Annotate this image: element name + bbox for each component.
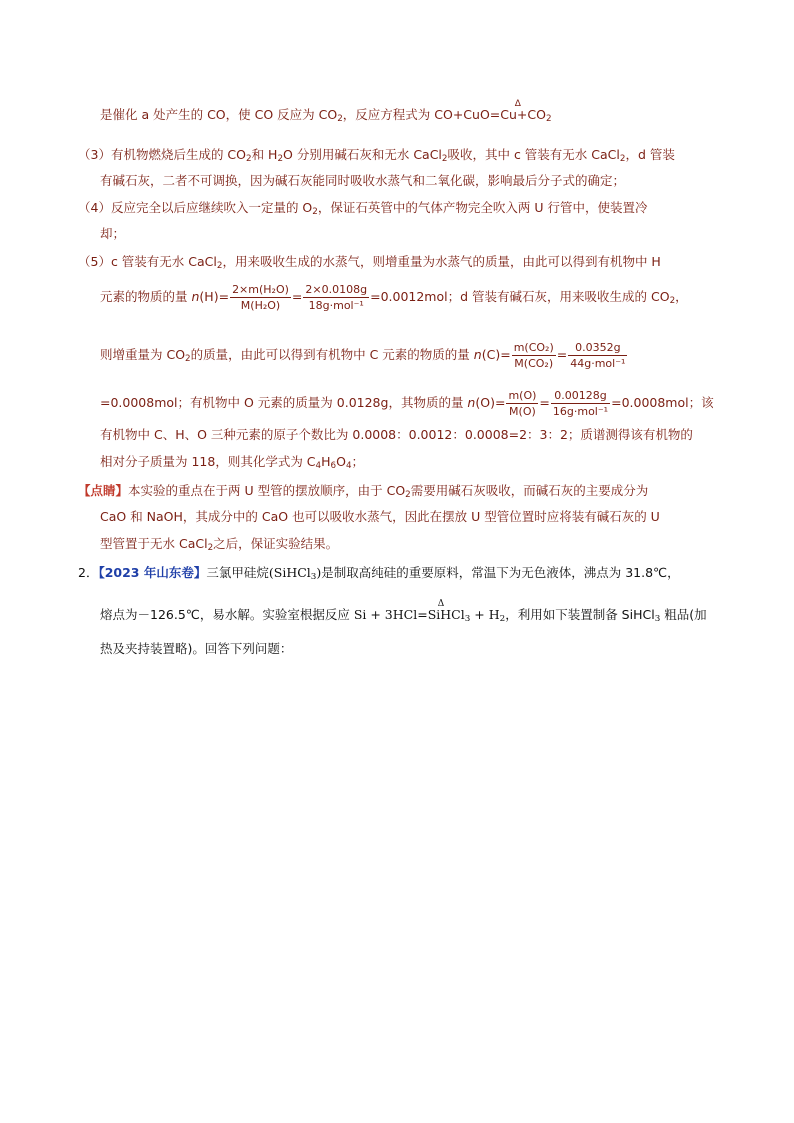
text: 熔点为－126.5℃，易水解。实验室根据反应 — [100, 607, 354, 622]
formula: ) — [316, 565, 322, 580]
text: =0.0008mol；有机物中 O 元素的质量为 0.0128g，其物质的量 — [100, 395, 468, 410]
text: 和 H — [251, 147, 278, 162]
text: =0.0008mol；该 — [611, 395, 714, 410]
text: 三氯甲硅烷 — [206, 565, 269, 580]
equation-condition — [417, 599, 465, 624]
text: O — [336, 454, 346, 469]
fraction-h-values — [303, 283, 369, 312]
answer-4-line2: 却； — [100, 226, 126, 241]
text: O 分别用碱石灰和无水 CaCl — [283, 147, 442, 162]
subscript: 2 — [669, 296, 676, 307]
subscript: 4 — [315, 461, 322, 472]
fraction-o-values — [551, 389, 610, 418]
fraction-c-formula — [512, 341, 556, 370]
formula: (SiHCl — [268, 565, 311, 580]
subscript: 3 — [310, 572, 317, 583]
numerator: 2×0.0108g — [305, 283, 368, 296]
fraction-c-values — [568, 341, 627, 370]
question-2-line1 — [78, 564, 680, 582]
answer-3-line1 — [78, 146, 675, 164]
numerator: 2×m(H₂O) — [232, 283, 289, 296]
numerator: 0.0352g — [568, 341, 627, 356]
text: = — [556, 347, 568, 362]
text: ，用来吸收生成的水蒸气，则增重量为水蒸气的质量，由此可以得到有机物中 H — [222, 254, 661, 269]
text: 本实验的重点在于两 U 型管的摆放顺序，由于 CO — [128, 483, 406, 498]
answer-5-line4 — [100, 389, 714, 418]
answer-5-line6 — [100, 453, 364, 471]
text: 的质量，由此可以得到有机物中 C 元素的物质的量 — [190, 347, 474, 362]
subscript: 2 — [337, 114, 343, 125]
numerator: m(CO₂) — [513, 341, 554, 354]
formula: Si + 3HCl — [353, 607, 418, 622]
formula: + H — [470, 607, 500, 622]
text: =Cu+CO — [489, 107, 546, 122]
text: 粗品(加 — [660, 607, 707, 622]
numerator: 0.00128g — [551, 389, 610, 404]
subscript: 2 — [405, 490, 411, 501]
text: ，反应方程式为 CO+CuO — [342, 107, 490, 122]
text: 需要用碱石灰吸收，而碱石灰的主要成分为 — [410, 483, 649, 498]
text: （4）反应完全以后应继续吹入一定量的 O — [78, 200, 313, 215]
subscript: 3 — [654, 614, 661, 625]
text: 则增重量为 CO — [100, 347, 186, 362]
comment-tag: 【点睛】 — [78, 483, 129, 498]
text: 相对分子质量为 118，则其化学式为 C — [100, 454, 316, 469]
subscript: 2 — [499, 614, 506, 625]
subscript: 3 — [464, 614, 471, 625]
numerator: m(O) — [508, 389, 537, 402]
fraction-h-formula — [230, 283, 291, 312]
text: 之后，保证实验结果。 — [213, 536, 339, 551]
denominator: M(H₂O) — [240, 299, 281, 312]
text: 型管置于无水 CaCl — [100, 536, 208, 551]
text: 是制取高纯硅的重要原料，常温下为无色液体，沸点为 31.8℃， — [321, 565, 680, 580]
text: 是催化 a 处产生的 CO，使 CO 反应为 CO — [100, 107, 338, 122]
source-tag: 【2023 年山东卷】 — [98, 565, 207, 580]
text: n — [467, 395, 476, 410]
text: (C)= — [481, 347, 511, 362]
subscript: 6 — [330, 461, 337, 472]
subscript: 2 — [619, 154, 626, 165]
text: 元素的物质的量 — [100, 289, 192, 304]
denominator: 18g·mol⁻¹ — [308, 299, 364, 312]
text: ，d 管装 — [625, 147, 675, 162]
denominator: M(O) — [509, 405, 536, 418]
text: = — [291, 289, 303, 304]
denominator: M(CO₂) — [514, 357, 554, 370]
subscript: 2 — [216, 261, 223, 272]
equation-condition — [489, 99, 546, 124]
text: (H)= — [199, 289, 230, 304]
text: n — [191, 289, 200, 304]
text: ， — [675, 289, 688, 304]
subscript: 2 — [545, 114, 552, 125]
answer-4-line1 — [78, 199, 647, 217]
answer-5-line3 — [100, 341, 628, 370]
text: n — [473, 347, 482, 362]
comment-line3 — [100, 535, 338, 553]
text: ，保证石英管中的气体产物完全吹入两 U 行管中，使装置冷 — [317, 200, 648, 215]
delta-symbol: Δ — [514, 99, 521, 109]
text: （3）有机物燃烧后生成的 CO — [78, 147, 246, 162]
text: ，利用如下装置制备 SiHCl — [505, 607, 655, 622]
formula: =SiHCl — [417, 607, 465, 622]
answer-5-line2 — [100, 283, 688, 312]
subscript: 4 — [345, 461, 352, 472]
denominator: 44g·mol⁻¹ — [570, 357, 626, 370]
text: =0.0012mol；d 管装有碱石灰，用来吸收生成的 CO — [370, 289, 670, 304]
denominator: 16g·mol⁻¹ — [552, 405, 609, 418]
text: (O)= — [475, 395, 506, 410]
text: ； — [351, 454, 365, 469]
fraction-o-formula — [506, 389, 538, 418]
subscript: 2 — [185, 354, 191, 365]
text: = — [539, 395, 550, 410]
subscript: 2 — [441, 154, 448, 165]
answer-3-line2: 有碱石灰，二者不可调换，因为碱石灰能同时吸收水蒸气和二氧化碳，影响最后分子式的确定； — [100, 173, 626, 188]
text: H — [321, 454, 331, 469]
comment-line2: CaO 和 NaOH，其成分中的 CaO 也可以吸收水蒸气，因此在摆放 U 型管位置时应将装有碱石灰的 U — [100, 509, 660, 524]
question-2-line3: 热及夹持装置略)。回答下列问题： — [100, 641, 293, 656]
question-number: 2． — [78, 565, 99, 580]
subscript: 2 — [207, 543, 214, 554]
text: 吸收，其中 c 管装有无水 CaCl — [447, 147, 620, 162]
delta-symbol: Δ — [437, 599, 445, 609]
comment-line1 — [78, 482, 648, 500]
reaction-line — [100, 99, 552, 125]
text: （5）c 管装有无水 CaCl — [78, 254, 217, 269]
subscript: 2 — [277, 154, 284, 165]
subscript: 2 — [312, 207, 318, 218]
answer-5-line5: 有机物中 C、H、O 三种元素的原子个数比为 0.0008：0.0012：0.0008=2：3：2；质谱测得该有机物的 — [100, 427, 693, 442]
answer-5-line1 — [78, 253, 661, 271]
subscript: 2 — [246, 154, 252, 165]
question-2-line2 — [100, 599, 707, 625]
